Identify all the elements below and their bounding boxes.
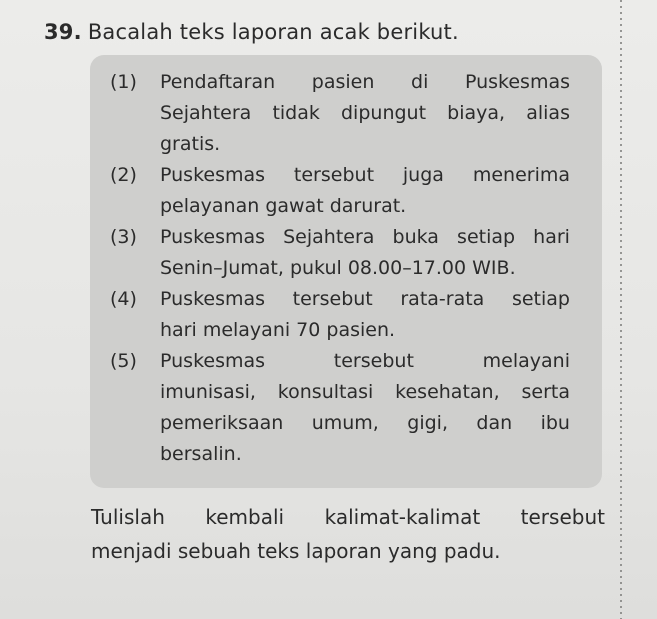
word: juga	[402, 164, 444, 186]
word: menjadi sebuah teks laporan yang padu.	[91, 539, 501, 563]
word: serta	[521, 381, 570, 403]
word: Puskesmas	[160, 164, 266, 186]
word: Tulislah	[91, 505, 165, 529]
report-item-5	[110, 346, 570, 470]
word: setiap	[457, 226, 516, 248]
word: tidak	[272, 102, 320, 124]
word: Puskesmas	[160, 226, 266, 248]
item-number: (4)	[110, 288, 137, 310]
dotted-margin-line	[620, 0, 622, 619]
word: gratis.	[160, 133, 221, 155]
word: Sejahtera	[160, 102, 252, 124]
word: bersalin.	[160, 443, 242, 465]
item-number: (1)	[110, 71, 137, 93]
word: Puskesmas	[160, 288, 266, 310]
word: pasien	[311, 71, 375, 93]
word: Senin–Jumat, pukul 08.00–17.00 WIB.	[160, 257, 516, 279]
question-instruction: Bacalah teks laporan acak berikut.	[87, 20, 459, 44]
question-number: 39.	[44, 20, 82, 44]
word: dipungut	[341, 102, 427, 124]
word: hari melayani 70 pasien.	[160, 319, 396, 341]
item-number: (3)	[110, 226, 137, 248]
task-instruction	[91, 500, 605, 568]
word: pelayanan gawat darurat.	[160, 195, 407, 217]
word: pemeriksaan	[160, 412, 284, 434]
word: gigi,	[407, 412, 448, 434]
report-item-2	[110, 160, 570, 222]
word: umum,	[311, 412, 379, 434]
word: hari	[533, 226, 570, 248]
word: Pendaftaran	[160, 71, 276, 93]
word: ibu	[540, 412, 570, 434]
word: Puskesmas	[464, 71, 570, 93]
word: dan	[476, 412, 513, 434]
word: kesehatan,	[395, 381, 500, 403]
word: tersebut	[333, 350, 414, 372]
word: melayani	[482, 350, 570, 372]
word: biaya,	[447, 102, 506, 124]
word: tersebut	[293, 164, 375, 186]
word: kalimat-kalimat	[324, 505, 481, 529]
word: rata-rata	[400, 288, 485, 310]
report-item-1	[110, 67, 570, 160]
word: tersebut	[520, 505, 605, 529]
word: buka	[392, 226, 439, 248]
word: imunisasi,	[160, 381, 256, 403]
report-item-4	[110, 284, 570, 346]
report-item-3	[110, 222, 570, 284]
question-heading	[44, 20, 459, 44]
word: Sejahtera	[283, 226, 375, 248]
word: di	[411, 71, 429, 93]
word: konsultasi	[277, 381, 374, 403]
word: tersebut	[292, 288, 373, 310]
word: menerima	[472, 164, 570, 186]
item-number: (2)	[110, 164, 137, 186]
word: Puskesmas	[160, 350, 266, 372]
word: setiap	[511, 288, 570, 310]
item-number: (5)	[110, 350, 137, 372]
word: alias	[526, 102, 570, 124]
word: kembali	[205, 505, 285, 529]
